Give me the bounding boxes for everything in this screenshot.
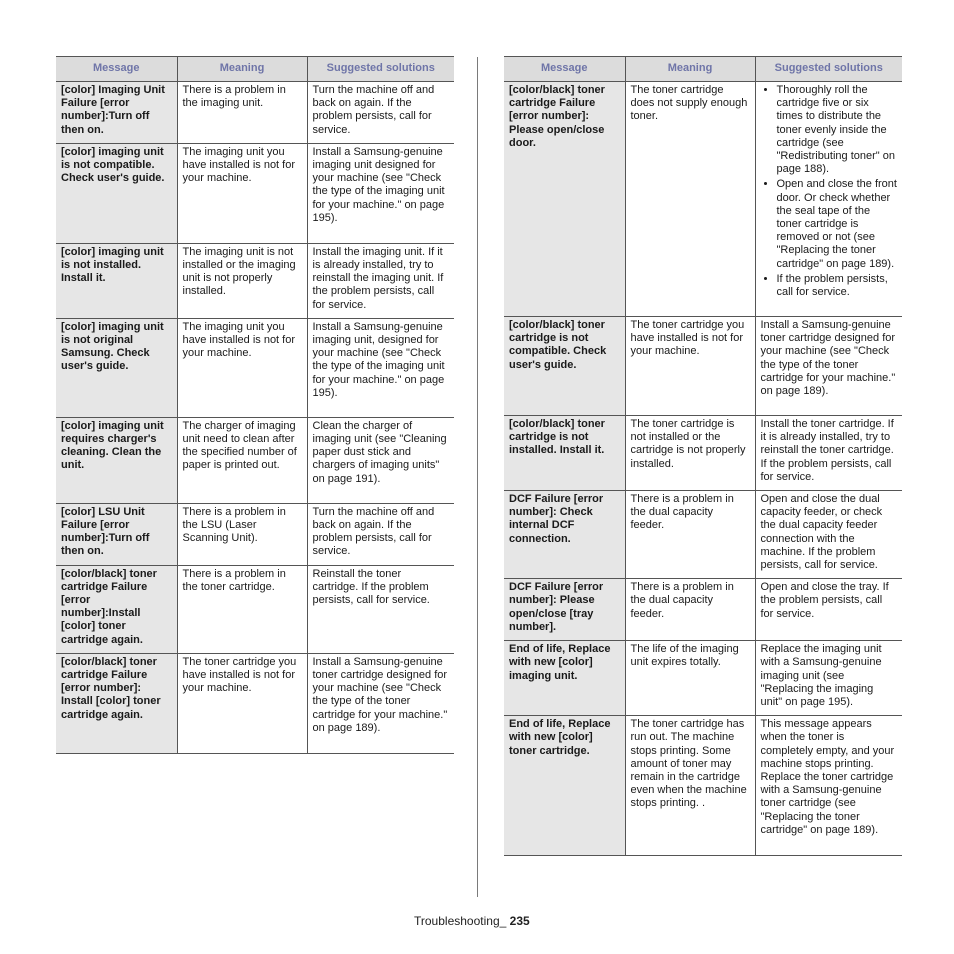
table-row xyxy=(56,417,454,503)
meaning-cell: The toner cartridge has run out. The machine stops printing. Some amount of toner may remain in the cartridge even when the machine stops printing. . xyxy=(625,716,755,856)
error-message-table-right xyxy=(504,56,902,856)
message-cell: [color] imaging unit is not installed. Install it. xyxy=(56,243,177,318)
solution-cell: Replace the imaging unit with a Samsung-genuine imaging unit (see "Replacing the imaging unit" on page 195). xyxy=(755,641,902,716)
solution-list-item: • Open and close the front door. Or check whether the seal tape of the toner cartridge is removed or not (see "Replacing the toner cartridge" on page 189). xyxy=(777,178,898,270)
solution-cell: Open and close the dual capacity feeder, or check the dual capacity feeder connection with the machine. If the problem persists, call for service. xyxy=(755,491,902,579)
message-cell: [color/black] toner cartridge Failure [error number]: Install [color] toner cartridge again. xyxy=(56,653,177,753)
error-message-table-left xyxy=(56,56,454,754)
message-cell: [color/black] toner cartridge Failure [error number]:Install [color] toner cartridge again. xyxy=(56,565,177,653)
meaning-cell: There is a problem in the imaging unit. xyxy=(177,82,307,144)
solution-list-item: • Thoroughly roll the cartridge five or six times to distribute the toner evenly inside the cartridge (see "Redistributing toner" on page 188). xyxy=(777,84,898,176)
message-cell: [color/black] toner cartridge is not installed. Install it. xyxy=(504,416,625,491)
meaning-cell: There is a problem in the dual capacity feeder. xyxy=(625,491,755,579)
meaning-cell: The imaging unit is not installed or the imaging unit is not properly installed. xyxy=(177,243,307,318)
table-row xyxy=(504,579,902,641)
meaning-cell: The toner cartridge is not installed or the cartridge is not properly installed. xyxy=(625,416,755,491)
message-cell: End of life, Replace with new [color] imaging unit. xyxy=(504,641,625,716)
header-message: Message xyxy=(504,57,625,82)
page-number: 235 xyxy=(509,914,530,928)
table-row xyxy=(504,317,902,416)
message-cell: [color] imaging unit is not compatible. Check user's guide. xyxy=(56,143,177,243)
solution-cell: Install a Samsung-genuine imaging unit designed for your machine (see "Check the type of the imaging unit for your machine." on page 195). xyxy=(307,143,454,243)
solution-cell: Install a Samsung-genuine toner cartridge designed for your machine (see "Check the type of the toner cartridge for your machine." on page 189). xyxy=(755,317,902,416)
table-row xyxy=(56,243,454,318)
table-header-row xyxy=(504,57,902,82)
header-meaning: Meaning xyxy=(625,57,755,82)
header-suggested-solutions: Suggested solutions xyxy=(307,57,454,82)
solution-list xyxy=(761,84,898,299)
solution-cell: Clean the charger of imaging unit (see "Cleaning paper dust stick and chargers of imaging units" on page 191). xyxy=(307,417,454,503)
solution-list-item: • If the problem persists, call for service. xyxy=(777,273,898,299)
column-divider xyxy=(477,57,478,897)
solution-cell: Open and close the tray. If the problem persists, call for service. xyxy=(755,579,902,641)
message-cell: DCF Failure [error number]: Please open/close [tray number]. xyxy=(504,579,625,641)
solution-cell: Install a Samsung-genuine imaging unit, designed for your machine (see "Check the type of the imaging unit for your machine." on page 195). xyxy=(307,318,454,417)
message-cell: [color] LSU Unit Failure [error number]:Turn off then on. xyxy=(56,503,177,565)
page-footer xyxy=(414,914,530,928)
meaning-cell: The imaging unit you have installed is not for your machine. xyxy=(177,143,307,243)
footer-section-title: Troubleshooting_ xyxy=(414,914,507,928)
table-row xyxy=(56,318,454,417)
meaning-cell: The toner cartridge you have installed is not for your machine. xyxy=(177,653,307,753)
solution-cell: Install the toner cartridge. If it is already installed, try to reinstall the toner cartridge. If the problem persists, call for service. xyxy=(755,416,902,491)
solution-cell: Reinstall the toner cartridge. If the problem persists, call for service. xyxy=(307,565,454,653)
table-row xyxy=(504,491,902,579)
table-row xyxy=(56,82,454,144)
table-row xyxy=(504,716,902,856)
solution-cell: Turn the machine off and back on again. If the problem persists, call for service. xyxy=(307,82,454,144)
meaning-cell: There is a problem in the toner cartridge. xyxy=(177,565,307,653)
meaning-cell: The toner cartridge you have installed is not for your machine. xyxy=(625,317,755,416)
table-row xyxy=(56,653,454,753)
table-row xyxy=(504,416,902,491)
message-cell: [color/black] toner cartridge is not compatible. Check user's guide. xyxy=(504,317,625,416)
solution-cell xyxy=(755,82,902,317)
solution-cell: This message appears when the toner is completely empty, and your machine stops printing. Replace the toner cartridge with a Samsung-genuine toner cartridge (see "Replacing the toner cartridge" on page 189). xyxy=(755,716,902,856)
table-row xyxy=(56,143,454,243)
solution-cell: Turn the machine off and back on again. If the problem persists, call for service. xyxy=(307,503,454,565)
meaning-cell: The toner cartridge does not supply enough toner. xyxy=(625,82,755,317)
solution-cell: Install the imaging unit. If it is already installed, try to reinstall the imaging unit. If the problem persists, call for service. xyxy=(307,243,454,318)
meaning-cell: The imaging unit you have installed is not for your machine. xyxy=(177,318,307,417)
message-cell: [color] Imaging Unit Failure [error number]:Turn off then on. xyxy=(56,82,177,144)
header-message: Message xyxy=(56,57,177,82)
header-meaning: Meaning xyxy=(177,57,307,82)
header-suggested-solutions: Suggested solutions xyxy=(755,57,902,82)
table-row xyxy=(56,565,454,653)
table-row xyxy=(504,641,902,716)
meaning-cell: There is a problem in the dual capacity feeder. xyxy=(625,579,755,641)
message-cell: DCF Failure [error number]: Check internal DCF connection. xyxy=(504,491,625,579)
message-cell: [color] imaging unit is not original Samsung. Check user's guide. xyxy=(56,318,177,417)
table-row xyxy=(504,82,902,317)
meaning-cell: The charger of imaging unit need to clean after the specified number of paper is printed out. xyxy=(177,417,307,503)
table-row xyxy=(56,503,454,565)
meaning-cell: The life of the imaging unit expires totally. xyxy=(625,641,755,716)
solution-cell: Install a Samsung-genuine toner cartridge designed for your machine (see "Check the type of the toner cartridge for your machine." on page 189). xyxy=(307,653,454,753)
message-cell: [color/black] toner cartridge Failure [error number]: Please open/close door. xyxy=(504,82,625,317)
message-cell: [color] imaging unit requires charger's cleaning. Clean the unit. xyxy=(56,417,177,503)
meaning-cell: There is a problem in the LSU (Laser Scanning Unit). xyxy=(177,503,307,565)
message-cell: End of life, Replace with new [color] toner cartridge. xyxy=(504,716,625,856)
table-header-row xyxy=(56,57,454,82)
